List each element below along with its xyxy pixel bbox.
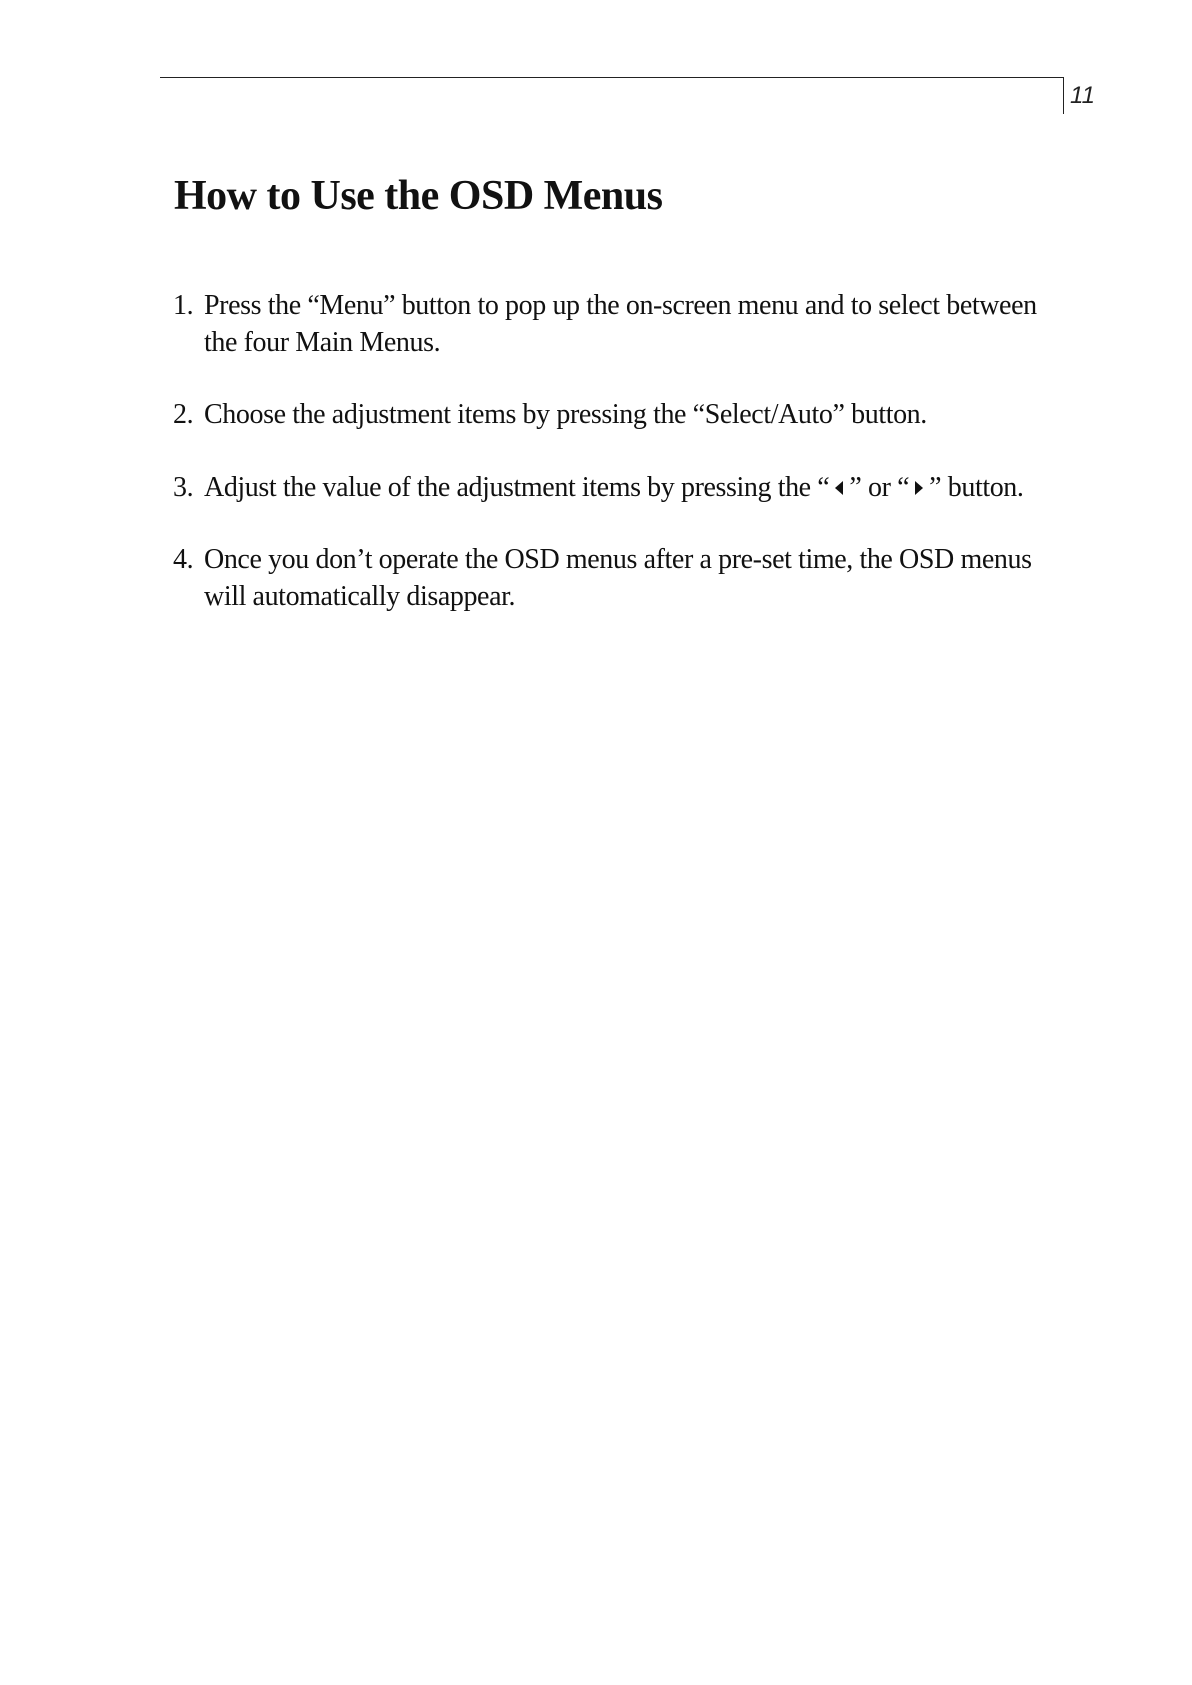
list-item-step-3 bbox=[173, 469, 1053, 506]
page-title: How to Use the OSD Menus bbox=[174, 173, 663, 219]
list-item-step-1 bbox=[173, 287, 1053, 361]
step-text-before: Adjust the value of the adjustment items by pressing the “ bbox=[204, 472, 830, 503]
step-text: Choose the adjustment items by pressing the “Select/Auto” button. bbox=[204, 399, 927, 430]
header-divider bbox=[1063, 77, 1064, 114]
step-text-middle: ” or “ bbox=[849, 472, 910, 503]
list-item-step-2 bbox=[173, 396, 1053, 433]
step-number: 2. bbox=[173, 399, 194, 430]
page-number: 11 bbox=[1070, 82, 1095, 109]
step-text-after: ” button. bbox=[929, 472, 1024, 503]
step-number: 1. bbox=[173, 290, 194, 321]
instruction-list bbox=[173, 287, 1053, 650]
list-item-step-4 bbox=[173, 541, 1053, 615]
step-text: Press the “Menu” button to pop up the on-screen menu and to select between the four Main Menus. bbox=[204, 290, 1037, 358]
left-arrow-icon bbox=[835, 481, 843, 495]
right-arrow-icon bbox=[915, 481, 923, 495]
step-text: Once you don’t operate the OSD menus after a pre-set time, the OSD menus will automatically disappear. bbox=[204, 544, 1032, 612]
step-number: 4. bbox=[173, 544, 194, 575]
header-rule bbox=[160, 77, 1063, 78]
step-number: 3. bbox=[173, 472, 194, 503]
